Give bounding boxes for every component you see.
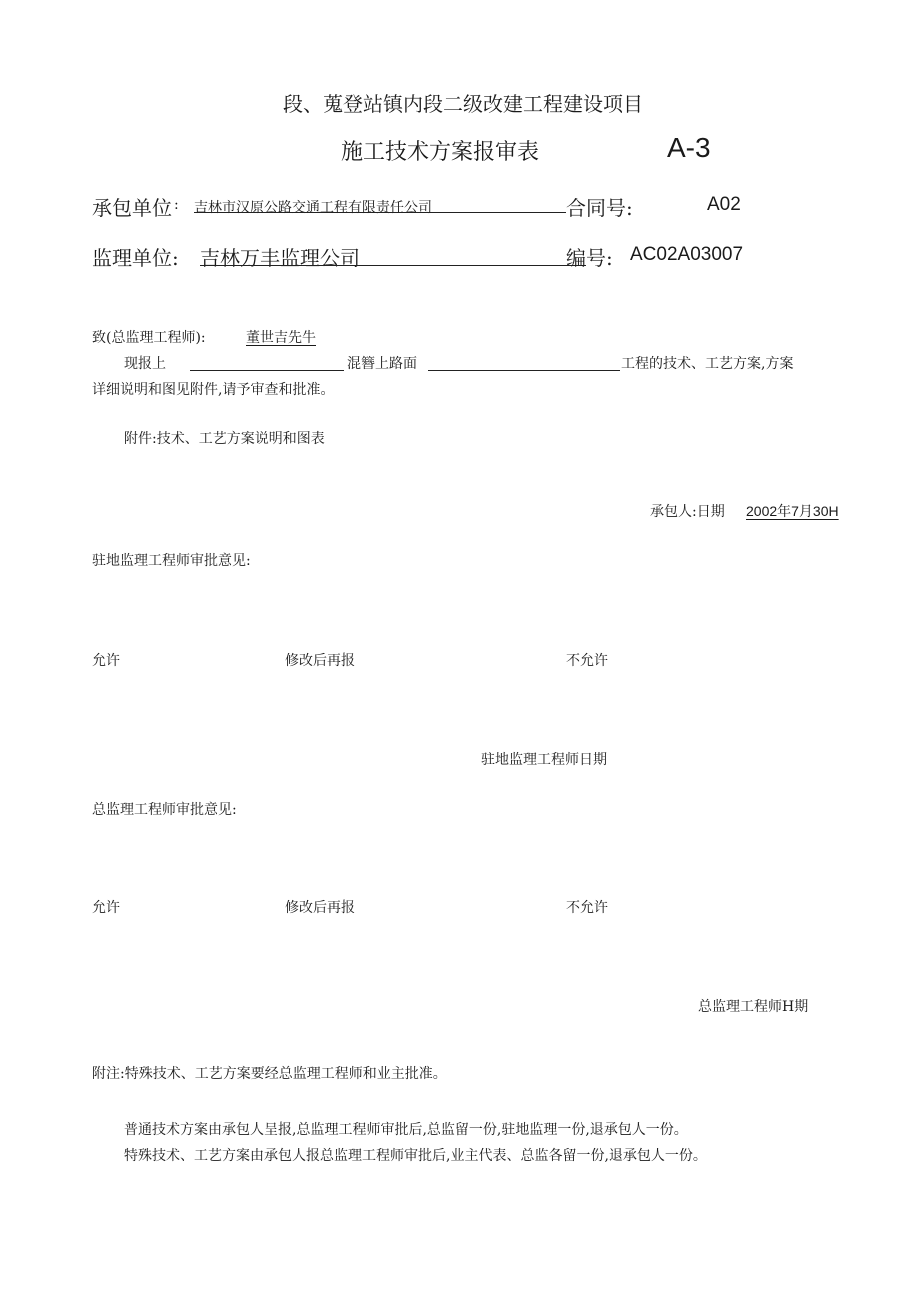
form-code: A-3 xyxy=(667,132,711,163)
supervisor-value: 吉林万丰监理公司 xyxy=(200,246,360,270)
contractor-underline xyxy=(194,212,566,213)
note-2: 普通技术方案由承包人呈报,总监理工程师审批后,总监留一份,驻地监理一份,退承包人一份。 xyxy=(124,1122,688,1138)
to-label: 致(总监理工程师): xyxy=(92,330,206,346)
report-blank-1 xyxy=(190,370,344,371)
contractor-colon: : xyxy=(174,197,179,213)
resident-sign: 驻地监理工程师日期 xyxy=(481,752,607,768)
contractor-sign-label: 承包人:日期 xyxy=(650,504,725,520)
to-name: 董世吉先牛 xyxy=(246,330,316,346)
chief-option-allow: 允许 xyxy=(92,900,120,916)
resident-option-resubmit: 修改后再报 xyxy=(285,653,355,669)
note-1: 附注:特殊技术、工艺方案要经总监理工程师和业主批准。 xyxy=(92,1066,447,1082)
report-blank-2 xyxy=(428,370,620,371)
supervisor-label: 监理单位: xyxy=(92,246,179,270)
chief-review-title: 总监理工程师审批意见: xyxy=(92,802,237,818)
resident-option-allow: 允许 xyxy=(92,653,120,669)
serial-label: 编号: xyxy=(566,246,613,270)
report-prefix: 现报上 xyxy=(124,356,166,372)
contractor-value: 吉林市汉原公路交通工程有限责任公司 xyxy=(194,200,432,216)
serial-value: AC02A03007 xyxy=(630,244,744,265)
resident-review-title: 驻地监理工程师审批意见: xyxy=(92,553,251,569)
project-title: 段、蒐登站镇内段二级改建工程建设项目 xyxy=(283,92,643,116)
chief-option-resubmit: 修改后再报 xyxy=(285,900,355,916)
form-title: 施工技术方案报审表 xyxy=(341,140,540,165)
attachment: 附件:技术、工艺方案说明和图表 xyxy=(124,431,325,447)
chief-sign: 总监理工程师H期 xyxy=(698,999,809,1015)
resident-option-deny: 不允许 xyxy=(566,653,608,669)
contractor-sign-date: 2002年7月30H xyxy=(746,503,839,519)
report-middle: 混簪上路面 xyxy=(347,356,417,372)
contract-no-value: A02 xyxy=(707,194,741,215)
report-line2: 详细说明和图见附件,请予审查和批准。 xyxy=(92,382,335,398)
report-suffix: 工程的技术、工艺方案,方案 xyxy=(621,356,794,372)
contractor-label: 承包单位 xyxy=(92,196,172,220)
note-3: 特殊技术、工艺方案由承包人报总监理工程师审批后,业主代表、总监各留一份,退承包人一份。 xyxy=(124,1148,707,1164)
supervisor-underline xyxy=(200,265,586,266)
chief-option-deny: 不允许 xyxy=(566,900,608,916)
contract-no-label: 合同号: xyxy=(566,196,633,220)
